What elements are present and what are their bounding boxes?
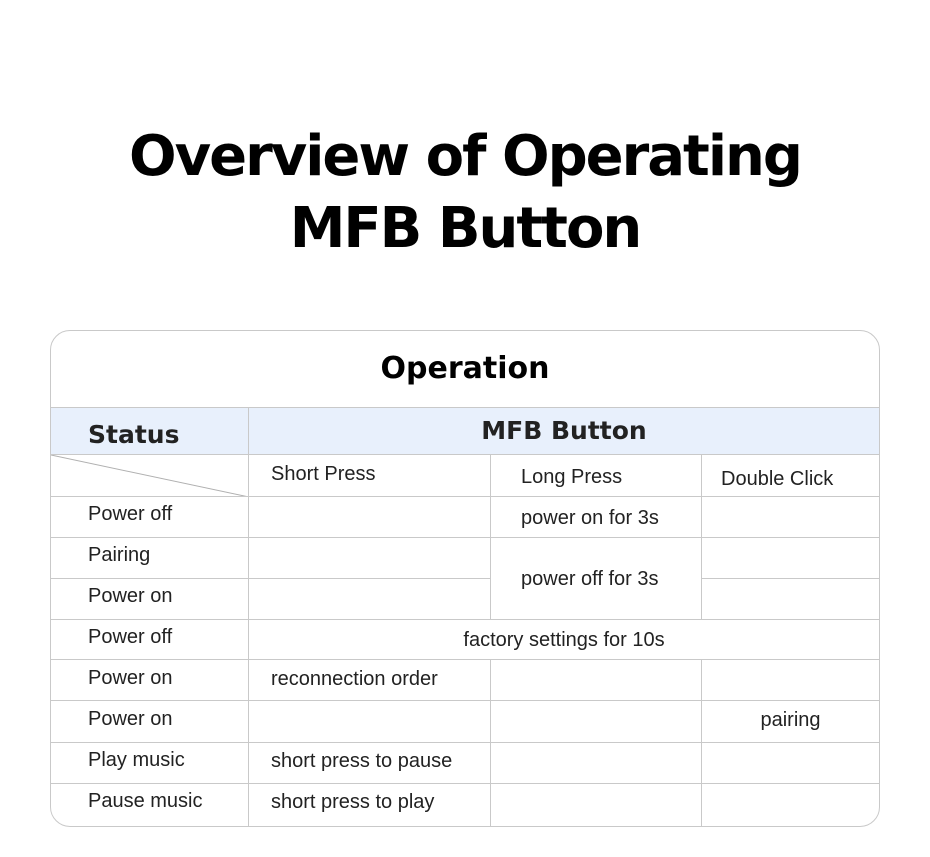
column-header-long-press: Long Press (521, 466, 623, 488)
column-header-short-press: Short Press (271, 463, 376, 485)
short-press-cell: reconnection order (271, 668, 438, 690)
grid-hline-3a (51, 578, 491, 579)
status-column-header: Status (88, 420, 180, 449)
grid-hline-5 (51, 659, 879, 660)
grid-hline-3b (701, 578, 879, 579)
status-cell: Pairing (88, 544, 151, 566)
diagonal-divider (51, 455, 249, 497)
grid-hline-4 (51, 619, 879, 620)
table-caption: Operation (51, 331, 879, 408)
grid-hline-6 (51, 700, 879, 701)
page-title-line-1: Overview of Operating (129, 124, 801, 189)
long-press-cell-merged: power off for 3s (521, 568, 659, 590)
long-press-cell: power on for 3s (521, 507, 659, 529)
status-cell: Play music (88, 749, 185, 771)
grid-vline-long-double-lower (701, 660, 702, 826)
grid-hline-8 (51, 783, 879, 784)
double-click-cell: pairing (760, 709, 821, 731)
merged-cell-factory-settings: factory settings for 10s (463, 629, 665, 651)
status-cell: Power on (88, 585, 173, 607)
short-press-cell: short press to play (271, 791, 435, 813)
grid-hline-7 (51, 742, 879, 743)
status-cell: Power on (88, 708, 173, 730)
column-header-double-click: Double Click (721, 468, 834, 490)
grid-hline-1 (51, 496, 879, 497)
status-cell: Power off (88, 626, 173, 648)
operation-table (50, 330, 880, 827)
status-cell: Pause music (88, 790, 203, 812)
mfb-button-group-header: MFB Button (481, 416, 647, 445)
grid-vline-short-long-lower (490, 660, 491, 826)
page-title-line-2: MFB Button (289, 196, 641, 261)
grid-vline-status (248, 408, 249, 826)
grid-hline-2 (51, 537, 879, 538)
status-cell: Power off (88, 503, 173, 525)
status-cell: Power on (88, 667, 173, 689)
short-press-cell: short press to pause (271, 750, 453, 772)
